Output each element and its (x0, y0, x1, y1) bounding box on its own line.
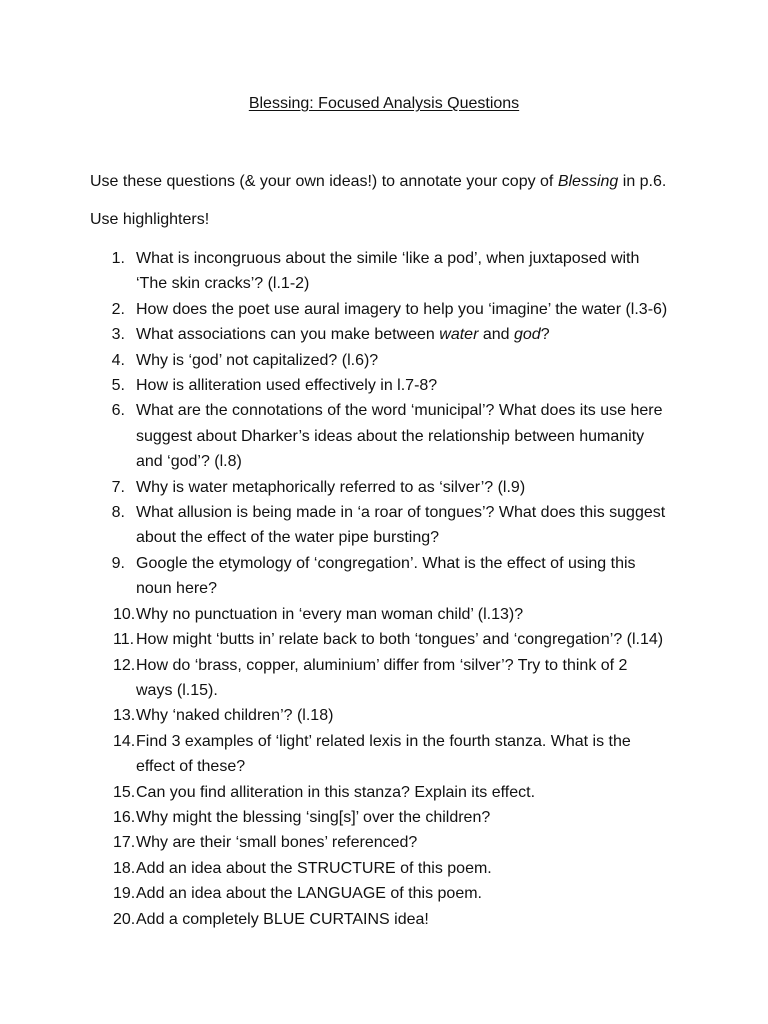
question-text-segment: Find 3 examples of ‘light’ related lexis in the fourth stanza. What is the (136, 732, 631, 750)
question-text (136, 551, 690, 602)
question-text-segment: suggest about Dharker’s ideas about the relationship between humanity (136, 427, 645, 445)
question-text (136, 907, 690, 932)
question-number: 6. (111, 402, 125, 420)
question-text-segment: noun here? (136, 580, 217, 598)
question-number: 19. (113, 885, 136, 903)
intro-text-before: Use these questions (& your own ideas!) to annotate your copy of (90, 173, 558, 190)
question-number: 7. (111, 478, 125, 496)
question-text-segment: Add an idea about the LANGUAGE of this poem. (136, 885, 482, 903)
question-number: 5. (111, 377, 125, 395)
question-text-segment: ways (l.15). (136, 681, 218, 699)
question-item (90, 551, 690, 602)
question-text-segment: Why no punctuation in ‘every man woman child’ (l.13)? (136, 605, 524, 623)
question-item (90, 653, 690, 704)
question-text-segment: How might ‘butts in’ relate back to both ‘tongues’ and ‘congregation’? (l.14) (136, 631, 664, 649)
question-text (136, 246, 690, 297)
question-text (136, 653, 690, 704)
question-number: 12. (113, 656, 136, 674)
question-item (90, 500, 690, 551)
question-text (136, 627, 690, 652)
question-number: 14. (113, 732, 136, 750)
question-text-segment: How is alliteration used effectively in l.7-8? (136, 377, 438, 395)
question-text-segment: ? (540, 326, 550, 344)
question-number: 20. (113, 910, 136, 928)
question-number: 2. (111, 300, 125, 318)
question-text (136, 703, 690, 728)
question-text (136, 830, 690, 855)
question-item (90, 373, 690, 398)
instruction-paragraph: Use highlighters! (90, 211, 210, 228)
question-text (136, 805, 690, 830)
intro-text-emphasis: Blessing (557, 173, 619, 190)
question-number: 15. (113, 783, 136, 801)
question-item (90, 627, 690, 652)
question-number: 18. (113, 859, 136, 877)
question-number: 1. (111, 250, 125, 267)
question-number: 10. (113, 605, 136, 623)
question-text-segment: Add an idea about the STRUCTURE of this poem. (136, 859, 492, 877)
question-text-segment: Google the etymology of ‘congregation’. What is the effect of using this (136, 554, 636, 572)
question-number: 16. (113, 808, 136, 826)
question-text (136, 500, 690, 551)
question-item (90, 602, 690, 627)
question-number: 9. (111, 554, 125, 572)
question-text (136, 475, 690, 500)
question-text-segment: about the effect of the water pipe bursting? (136, 529, 440, 547)
question-text-segment: How do ‘brass, copper, aluminium’ differ from ‘silver’? Try to think of 2 (136, 656, 628, 674)
question-number: 11. (113, 631, 135, 649)
question-text-segment: Why are their ‘small bones’ referenced? (136, 834, 418, 852)
question-text-segment: What are the connotations of the word ‘municipal’? What does its use here (136, 402, 663, 420)
question-text-segment: and ‘god’? (l.8) (136, 453, 242, 471)
question-text (136, 373, 690, 398)
question-text-segment: and (478, 326, 514, 344)
question-text-emphasis: god (514, 326, 541, 344)
question-item (90, 830, 690, 855)
question-item (90, 398, 690, 474)
question-text-emphasis: water (439, 326, 479, 344)
question-text (136, 881, 690, 906)
question-text (136, 322, 690, 347)
question-item (90, 246, 690, 297)
question-text-segment: Why is water metaphorically referred to as ‘silver’? (l.9) (136, 478, 526, 496)
question-item (90, 805, 690, 830)
question-text-segment: Can you find alliteration in this stanza? Explain its effect. (136, 783, 536, 801)
intro-paragraph (90, 172, 666, 192)
question-text-segment: Add a completely BLUE CURTAINS idea! (136, 910, 429, 928)
question-item (90, 907, 690, 932)
question-text-segment: Why might the blessing ‘sing[s]’ over the children? (136, 808, 491, 826)
question-text (136, 398, 690, 474)
question-number: 13. (113, 707, 136, 725)
question-text-segment: What allusion is being made in ‘a roar of tongues’? What does this suggest (136, 504, 666, 522)
question-item (90, 856, 690, 881)
question-number: 3. (111, 326, 125, 344)
question-item (90, 729, 690, 780)
question-text (136, 856, 690, 881)
intro-text-after: in p.6. (618, 173, 667, 190)
question-text-segment: Why is ‘god’ not capitalized? (l.6)? (136, 351, 379, 369)
question-item (90, 322, 690, 347)
question-item (90, 348, 690, 373)
question-text (136, 602, 690, 627)
question-text (136, 780, 690, 805)
question-item (90, 881, 690, 906)
question-item (90, 297, 690, 322)
question-text-segment: What associations can you make between (136, 326, 440, 344)
question-number: 4. (111, 351, 125, 369)
question-text-segment: Why ‘naked children’? (l.18) (136, 707, 334, 725)
question-text-segment: How does the poet use aural imagery to help you ‘imagine’ the water (l.3-6) (136, 300, 668, 318)
question-text-segment: ‘The skin cracks’? (l.1-2) (136, 275, 310, 293)
page-title: Blessing: Focused Analysis Questions (248, 95, 520, 112)
question-item (90, 475, 690, 500)
question-item (90, 703, 690, 728)
question-text-segment: What is incongruous about the simile ‘like a pod’, when juxtaposed with (136, 250, 640, 267)
question-number: 17. (113, 834, 136, 852)
question-text (136, 348, 690, 373)
question-number: 8. (111, 504, 125, 522)
question-text-segment: effect of these? (136, 758, 246, 776)
question-list (90, 246, 690, 932)
question-item (90, 780, 690, 805)
question-text (136, 729, 690, 780)
question-text (136, 297, 690, 322)
